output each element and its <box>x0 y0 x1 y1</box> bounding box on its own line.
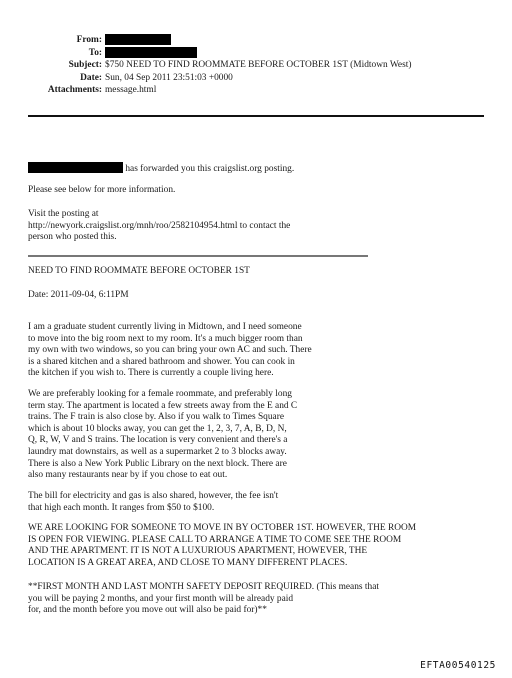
paragraph-1 <box>28 322 488 380</box>
text-line: AND THE APARTMENT. IT IS NOT A LUXURIOUS APARTMENT, HOWEVER, THE <box>28 546 368 557</box>
text-line: which is about 10 blocks away, you can get the 1, 2, 3, 7, A, B, D, N, <box>28 423 287 434</box>
text-line: We are preferably looking for a female roommate, and preferably long <box>28 389 292 399</box>
attachments-value[interactable]: message.html <box>105 85 157 95</box>
paragraph-4 <box>28 523 488 569</box>
paragraph-3 <box>28 491 488 514</box>
text-line: trains. The F train is also close by. Also if you walk to Times Square <box>28 412 284 423</box>
date-label: Date: <box>80 72 102 83</box>
to-label: To: <box>88 47 102 58</box>
text-line: WE ARE LOOKING FOR SOMEONE TO MOVE IN BY OCTOBER 1ST. HOWEVER, THE ROOM <box>28 523 417 533</box>
text-line: the kitchen if you wish to. There is currently a couple living here. <box>28 368 274 379</box>
see-below-text: Please see below for more information. <box>28 185 176 195</box>
text-line: also many restaurants near by if you chose to eat out. <box>28 470 228 481</box>
visit-line: person who posted this. <box>28 232 117 243</box>
text-line: laundry mat downstairs, as well as a supermarket 2 to 3 blocks away. <box>28 446 287 457</box>
text-line: is a shared kitchen and a shared bathroom and shower. You can cook in <box>28 356 295 367</box>
redaction-bar <box>105 34 171 45</box>
date-row <box>0 72 512 85</box>
date-value: Sun, 04 Sep 2011 23:51:03 +0000 <box>105 72 233 83</box>
attachments-row <box>0 84 512 97</box>
subject-row <box>0 59 512 72</box>
visit-line: Visit the posting at <box>28 209 99 219</box>
text-line: you will be paying 2 months, and your first month will be already paid <box>28 593 294 604</box>
text-line: my own with two windows, so you can bring your own AC and such. There <box>28 345 312 356</box>
email-header <box>0 34 512 97</box>
from-row <box>0 34 512 47</box>
from-label: From: <box>76 35 102 45</box>
attachments-label: Attachments: <box>47 85 102 95</box>
redaction-bar <box>28 162 123 173</box>
text-line: I am a graduate student currently living in Midtown, and I need someone <box>28 322 302 332</box>
text-line: that high each month. It ranges from $50 to $100. <box>28 502 215 513</box>
visit-block <box>28 209 488 244</box>
to-row <box>0 47 512 60</box>
separator-line <box>28 255 368 257</box>
redaction-bar <box>105 47 197 58</box>
text-line: term stay. The apartment is located a few streets away from the E and C <box>28 400 298 411</box>
subject-label: Subject: <box>68 60 102 70</box>
text-line: for, and the month before you move out will also be paid for)** <box>28 605 267 616</box>
posting-date: Date: 2011-09-04, 6:11PM <box>28 290 129 300</box>
posting-title: NEED TO FIND ROOMMATE BEFORE OCTOBER 1ST <box>28 266 250 276</box>
text-line: **FIRST MONTH AND LAST MONTH SAFETY DEPOSIT REQUIRED. (This means that <box>28 582 379 592</box>
posting-link[interactable]: http://newyork.craigslist.org/mnh/roo/2582104954.html to contact the <box>28 220 291 231</box>
text-line: Q, R, W, V and S trains. The location is very convenient and there's a <box>28 435 288 446</box>
text-line: There is also a New York Public Library on the next block. There are <box>28 458 287 469</box>
text-line: The bill for electricity and gas is also shared, however, the fee isn't <box>28 491 279 501</box>
forwarded-line <box>28 162 488 176</box>
paragraph-2 <box>28 389 488 482</box>
document-id: EFTA00540125 <box>420 660 496 671</box>
text-line: to move into the big room next to my room. It's a much bigger room than <box>28 333 303 344</box>
header-divider <box>28 115 484 117</box>
subject-value: $750 NEED TO FIND ROOMMATE BEFORE OCTOBER 1ST (Midtown West) <box>105 60 412 70</box>
text-line: LOCATION IS A GREAT AREA, AND CLOSE TO MANY DIFFERENT PLACES. <box>28 557 348 568</box>
paragraph-5 <box>28 582 488 617</box>
text-line: IS OPEN FOR VIEWING. PLEASE CALL TO ARRANGE A TIME TO COME SEE THE ROOM <box>28 534 402 545</box>
forwarded-text: has forwarded you this craigslist.org posting. <box>125 164 295 174</box>
